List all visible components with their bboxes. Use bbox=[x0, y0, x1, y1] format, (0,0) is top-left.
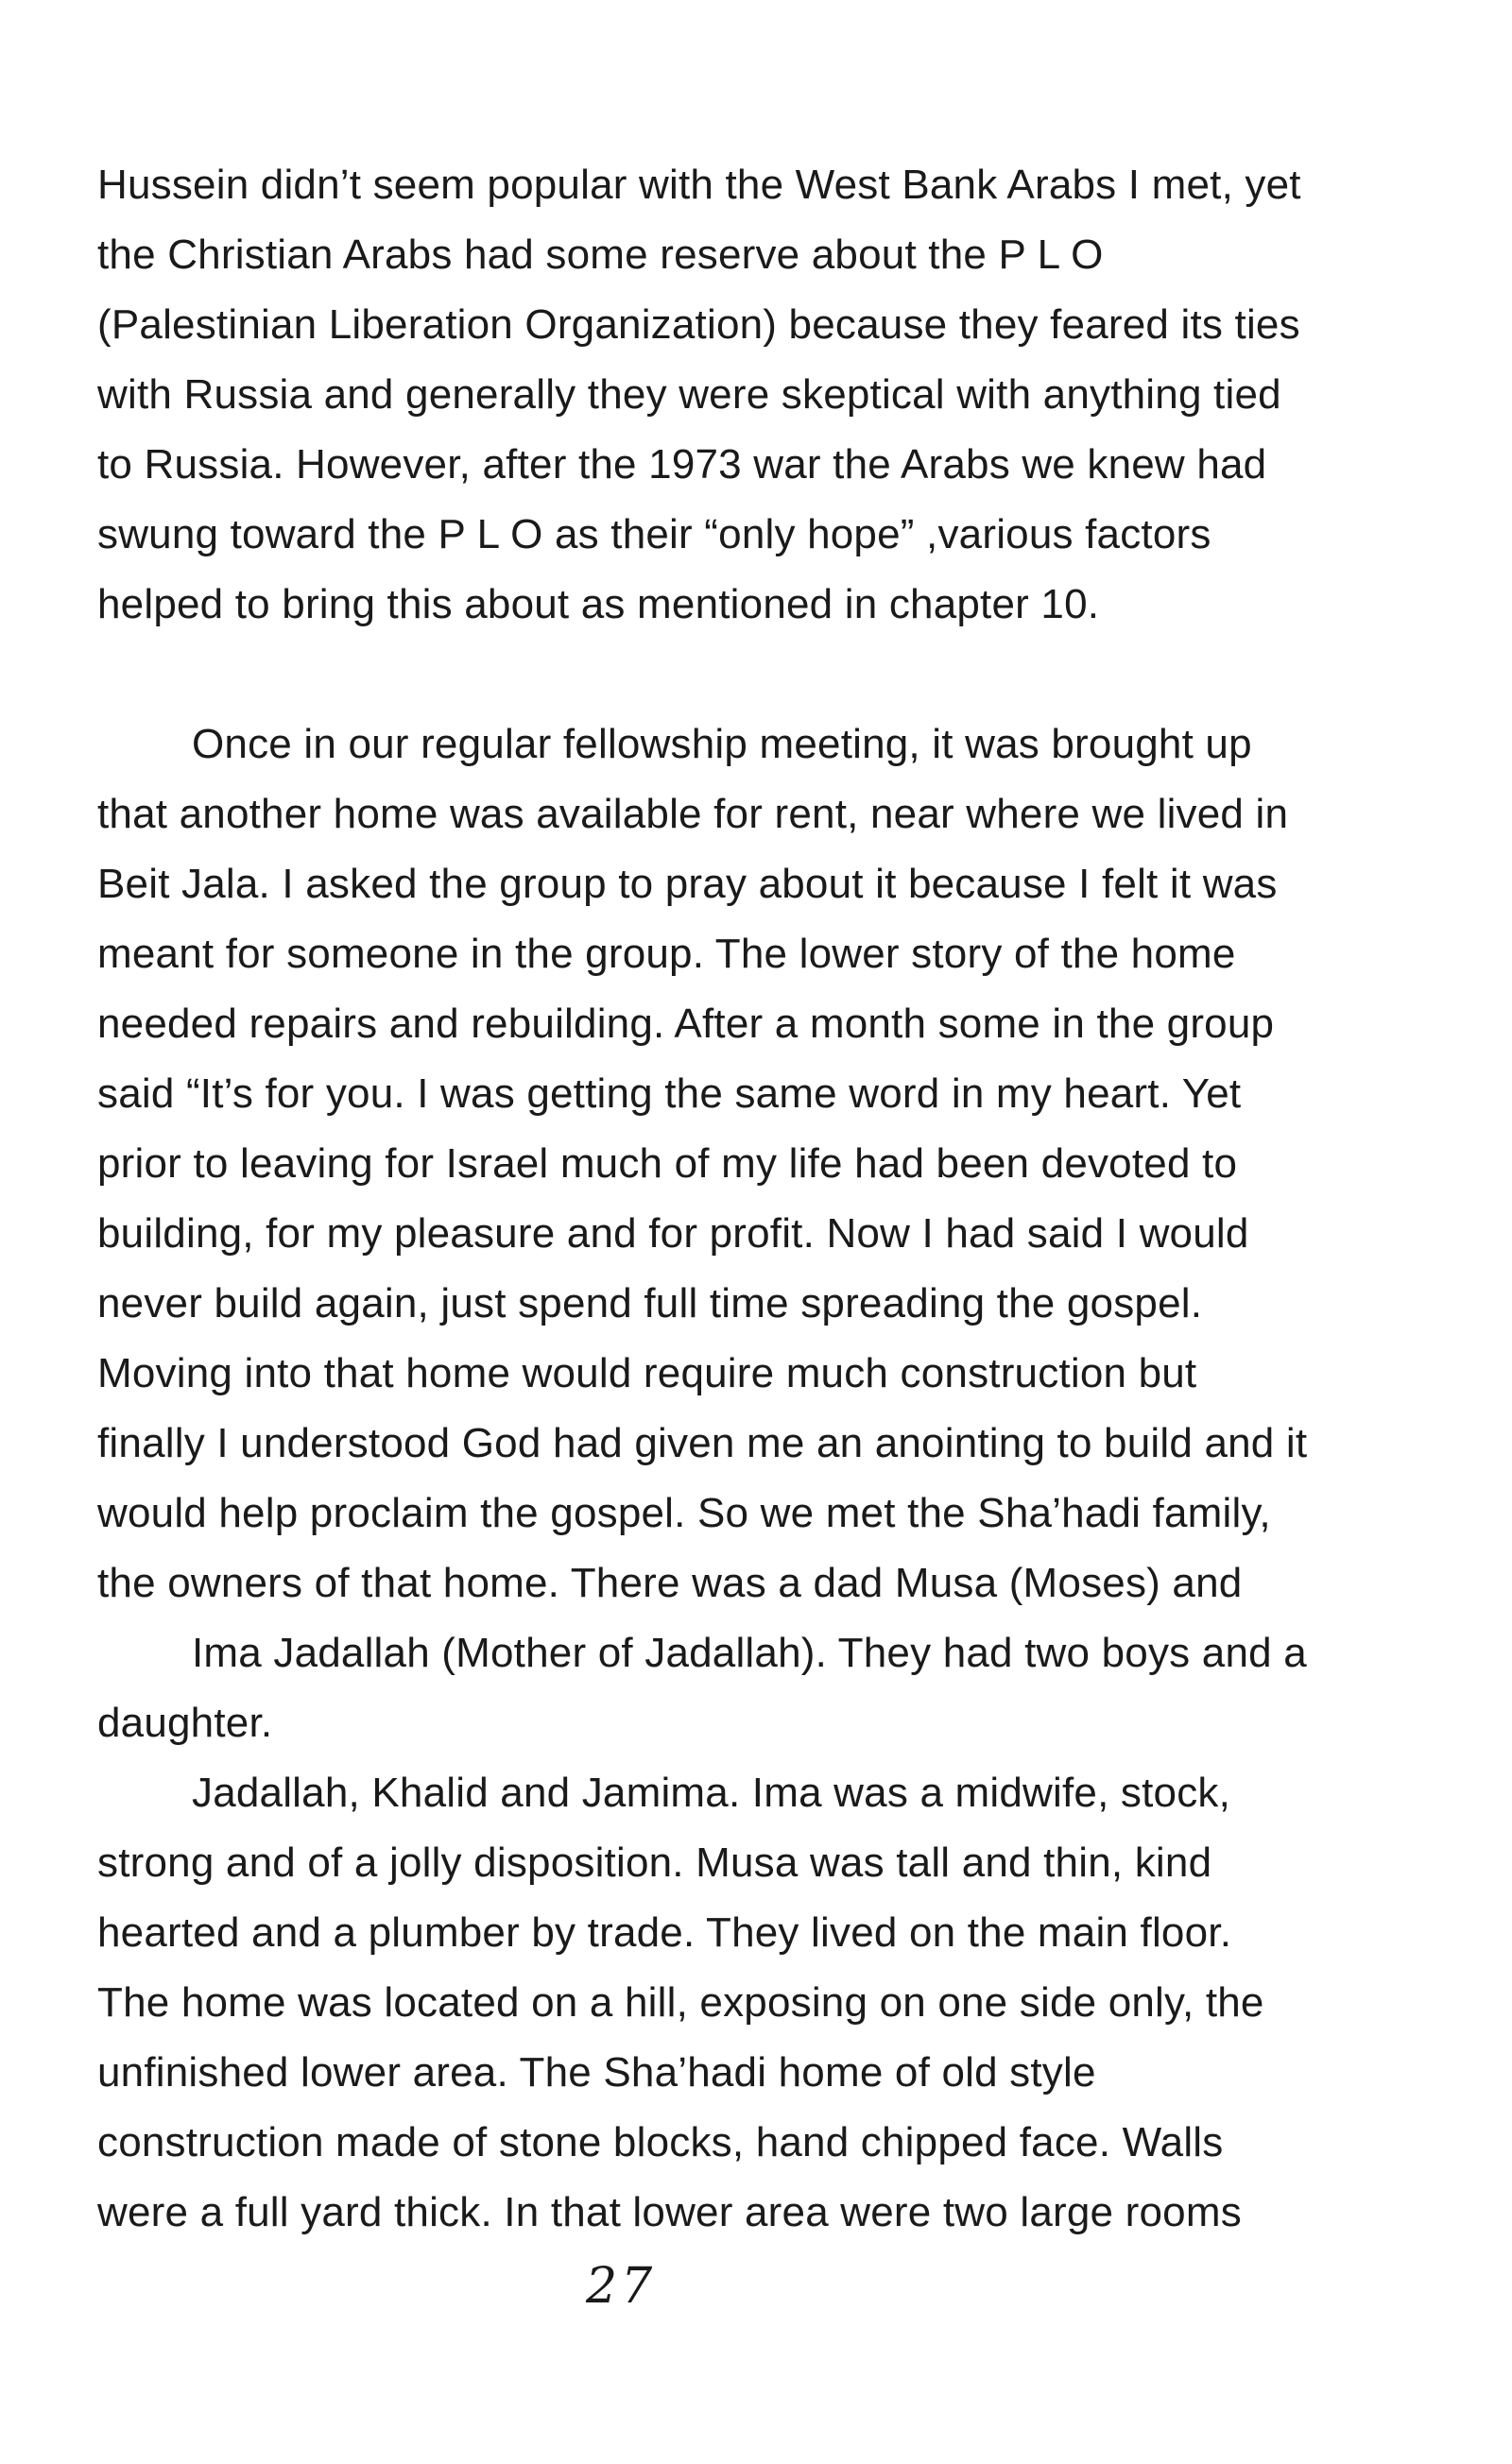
text-line: that another home was available for rent, near where we lived in bbox=[97, 791, 1289, 837]
text-line: meant for someone in the group. The lower story of the home bbox=[97, 931, 1236, 977]
text-line: said “It’s for you. I was getting the same word in my heart. Yet bbox=[97, 1070, 1242, 1117]
text-line: with Russia and generally they were skeptical with anything tied bbox=[97, 371, 1281, 418]
text-line: strong and of a jolly disposition. Musa was tall and thin, kind bbox=[97, 1839, 1212, 1886]
text-line: Once in our regular fellowship meeting, it was brought up bbox=[192, 721, 1252, 767]
text-line: prior to leaving for Israel much of my life had been devoted to bbox=[97, 1140, 1238, 1187]
text-line: needed repairs and rebuilding. After a month some in the group bbox=[97, 1001, 1275, 1047]
text-line: Hussein didn’t seem popular with the West Bank Arabs I met, yet bbox=[97, 162, 1301, 208]
text-line: the owners of that home. There was a dad Musa (Moses) and bbox=[97, 1560, 1243, 1606]
text-line: daughter. bbox=[97, 1700, 273, 1746]
text-line: Beit Jala. I asked the group to pray about it because I felt it was bbox=[97, 861, 1278, 907]
text-line: hearted and a plumber by trade. They lived on the main floor. bbox=[97, 1909, 1232, 1956]
text-line: finally I understood God had given me an anointing to build and it bbox=[97, 1420, 1308, 1466]
text-line: (Palestinian Liberation Organization) because they feared its ties bbox=[97, 301, 1300, 348]
page-number: 27 bbox=[586, 2258, 657, 2315]
text-line: to Russia. However, after the 1973 war the Arabs we knew had bbox=[97, 441, 1267, 488]
text-line: Ima Jadallah (Mother of Jadallah). They had two boys and a bbox=[192, 1630, 1307, 1676]
text-line: The home was located on a hill, exposing on one side only, the bbox=[97, 1979, 1264, 2026]
text-line: building, for my pleasure and for profit. Now I had said I would bbox=[97, 1210, 1249, 1257]
text-line: would help proclaim the gospel. So we met the Sha’hadi family, bbox=[97, 1490, 1271, 1536]
text-line: swung toward the P L O as their “only hope” ,various factors bbox=[97, 511, 1211, 557]
text-line: the Christian Arabs had some reserve about the P L O bbox=[97, 231, 1104, 278]
text-line: helped to bring this about as mentioned in chapter 10. bbox=[97, 581, 1100, 627]
text-line: Moving into that home would require much construction but bbox=[97, 1350, 1197, 1396]
text-line: unfinished lower area. The Sha’hadi home of old style bbox=[97, 2049, 1096, 2096]
text-line: Jadallah, Khalid and Jamima. Ima was a midwife, stock, bbox=[192, 1770, 1231, 1816]
text-line: never build again, just spend full time spreading the gospel. bbox=[97, 1280, 1203, 1326]
text-line: construction made of stone blocks, hand chipped face. Walls bbox=[97, 2119, 1224, 2165]
text-line: were a full yard thick. In that lower area were two large rooms bbox=[97, 2189, 1242, 2235]
